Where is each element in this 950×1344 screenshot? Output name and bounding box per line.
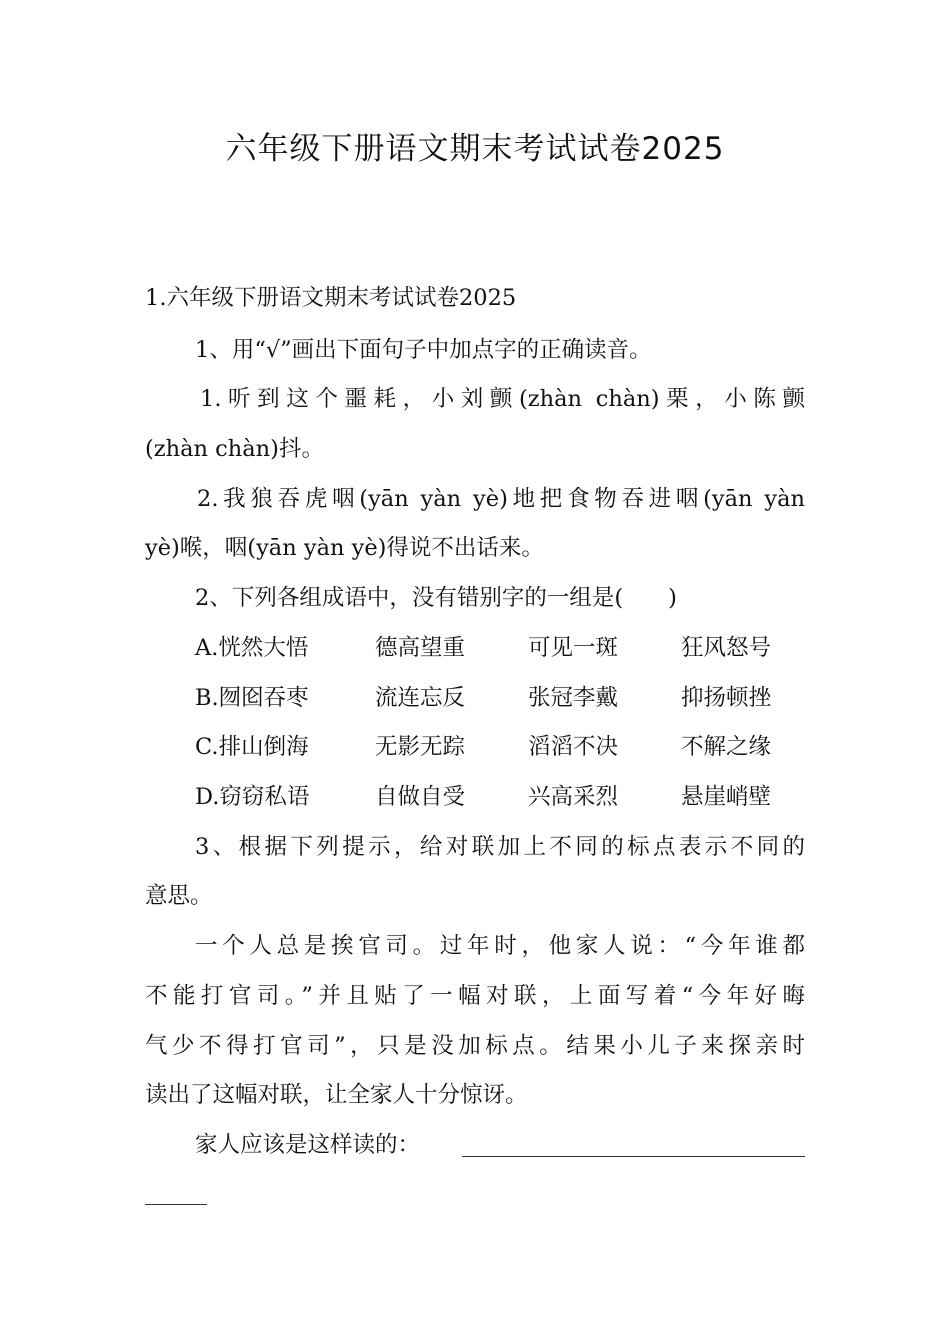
q3-passage-line3: 气少不得打官司”，只是没加标点。结果小儿子来探亲时 [145,1033,805,1059]
q2-option-d-idiom2: 自做自受 [375,784,466,810]
q1-sentence2-line2: yè)喉，咽(yān yàn yè)得说不出话来。 [145,535,544,561]
q2-option-b-idiom3: 张冠李戴 [528,685,619,711]
q2-option-b-idiom1: B.囫囵吞枣 [195,685,309,711]
q2-option-c-idiom2: 无影无踪 [375,734,466,760]
q2-option-c-idiom4: 不解之缘 [681,734,772,760]
q2-option-c-idiom3: 滔滔不决 [528,734,619,760]
q2-option-a-idiom2: 德高望重 [375,635,466,661]
q2-option-b-idiom2: 流连忘反 [375,685,466,711]
answer-blank-line-1[interactable] [462,1156,805,1157]
q2-option-c-idiom1: C.排山倒海 [195,734,309,760]
section-heading: 1.六年级下册语文期末考试试卷2025 [145,285,517,311]
page-title: 六年级下册语文期末考试试卷2025 [225,131,725,167]
q2-option-d-idiom4: 悬崖峭壁 [681,784,772,810]
q2-stem: 2、下列各组成语中，没有错别字的一组是( ) [195,585,677,611]
q1-sentence2-line1: 2.我狼吞虎咽(yān yàn yè)地把食物吞进咽(yān yàn [197,486,805,512]
q2-option-a-idiom1: A.恍然大悟 [195,635,309,661]
answer-blank-line-2[interactable] [145,1204,207,1205]
q3-answer-prompt: 家人应该是这样读的： [195,1132,421,1158]
q3-passage-line2: 不能打官司。”并且贴了一幅对联，上面写着“今年好晦 [145,983,805,1009]
q1-stem: 1、用“√”画出下面句子中加点字的正确读音。 [195,337,652,363]
q2-option-d-idiom3: 兴高采烈 [528,784,619,810]
q3-stem-line1: 3、根据下列提示，给对联加上不同的标点表示不同的 [195,834,805,860]
q2-option-a-idiom3: 可见一斑 [528,635,619,661]
q3-passage-line4: 读出了这幅对联，让全家人十分惊讶。 [145,1082,528,1108]
q1-sentence1-line2: (zhàn chàn)抖。 [145,436,324,462]
q3-passage-line1: 一个人总是挨官司。过年时，他家人说：“今年谁都 [195,933,805,959]
q2-option-b-idiom4: 抑扬顿挫 [681,685,772,711]
q3-stem-line2: 意思。 [145,883,213,909]
q1-sentence1-line1: 1.听到这个噩耗，小刘颤(zhàn chàn)栗，小陈颤 [200,386,805,412]
q2-option-a-idiom4: 狂风怒号 [681,635,772,661]
q2-option-d-idiom1: D.窃窃私语 [195,784,310,810]
